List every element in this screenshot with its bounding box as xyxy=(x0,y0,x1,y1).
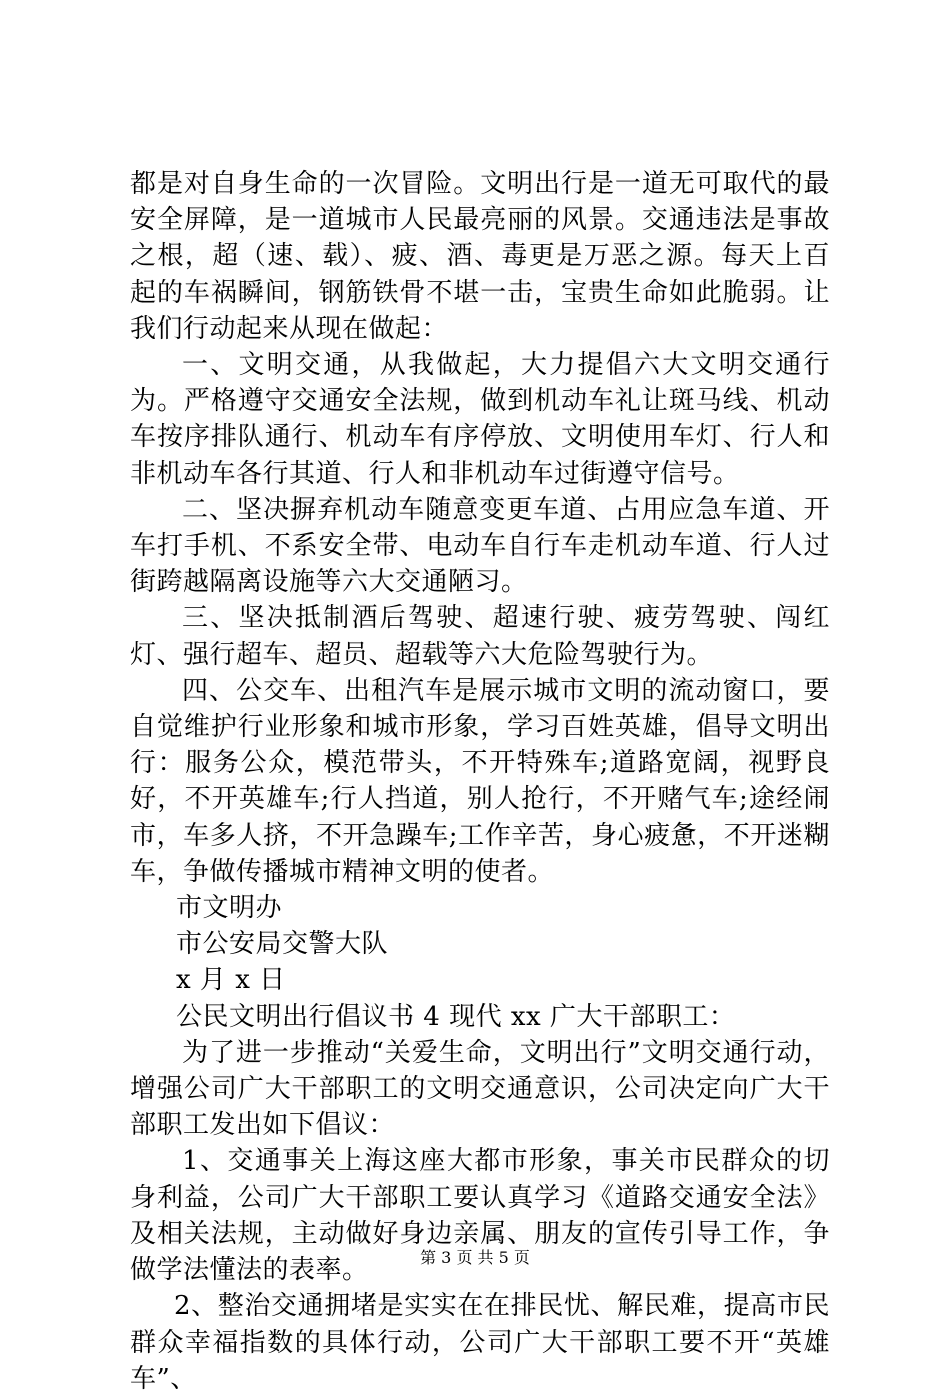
paragraph-proposal-2: 2、整治交通拥堵是实实在在排民忧、解民难，提高市民群众幸福指数的具体行动，公司广大干部职工要不开“英雄车”、 xyxy=(130,1291,830,1394)
paragraph-item-2: 二、坚决摒弃机动车随意变更车道、占用应急车道、开车打手机、不系安全带、电动车自行车走机动车道、行人过街跨越隔离设施等六大交通陋习。 xyxy=(130,494,830,598)
signature-date: x 月 x 日 xyxy=(176,965,286,996)
page-number: 第 3 页 共 5 页 xyxy=(420,1248,530,1267)
paragraph-item-4: 四、公交车、出租汽车是展示城市文明的流动窗口，要自觉维护行业形象和城市形象，学习百姓英雄，倡导文明出行：服务公众，模范带头，不开特殊车;道路宽阔，视野良好，不开英雄车;行人挡道，别人抢行，不开赌气车;途经闹市，车多人挤，不开急躁车;工作辛苦，身心疲惫，不开迷糊车，争做传播城市精神文明的使者。 xyxy=(130,675,830,887)
signature-office: 市文明办 xyxy=(176,893,283,924)
document-body xyxy=(130,166,830,1397)
signature-police: 市公安局交警大队 xyxy=(176,929,389,960)
paragraph-item-3: 三、坚决抵制酒后驾驶、超速行驶、疲劳驾驶、闯红灯、强行超车、超员、超载等六大危险驾驶行为。 xyxy=(130,603,830,670)
section-heading: 公民文明出行倡议书 4 现代 xx 广大干部职工： xyxy=(176,1001,736,1032)
paragraph-proposal-intro: 为了进一步推动“关爱生命，文明出行”文明交通行动，增强公司广大干部职工的文明交通意识，公司决定向广大干部职工发出如下倡议： xyxy=(130,1037,830,1141)
paragraph-intro-continued: 都是对自身生命的一次冒险。文明出行是一道无可取代的最安全屏障，是一道城市人民最亮丽的风景。交通违法是事故之根，超（速、载）、疲、酒、毒更是万恶之源。每天上百起的车祸瞬间，钢筋铁骨不堪一击，宝贵生命如此脆弱。让我们行动起来从现在做起： xyxy=(130,169,830,344)
paragraph-item-1: 一、文明交通，从我做起，大力提倡六大文明交通行为。严格遵守交通安全法规，做到机动车礼让斑马线、机动车按序排队通行、机动车有序停放、文明使用车灯、行人和非机动车各行其道、行人和非机动车过街遵守信号。 xyxy=(130,350,830,489)
paragraph-proposal-1: 1、交通事关上海这座大都市形象，事关市民群众的切身利益，公司广大干部职工要认真学习《道路交通安全法》及相关法规，主动做好身边亲属、朋友的宣传引导工作，争做学法懂法的表率。 xyxy=(130,1146,830,1286)
